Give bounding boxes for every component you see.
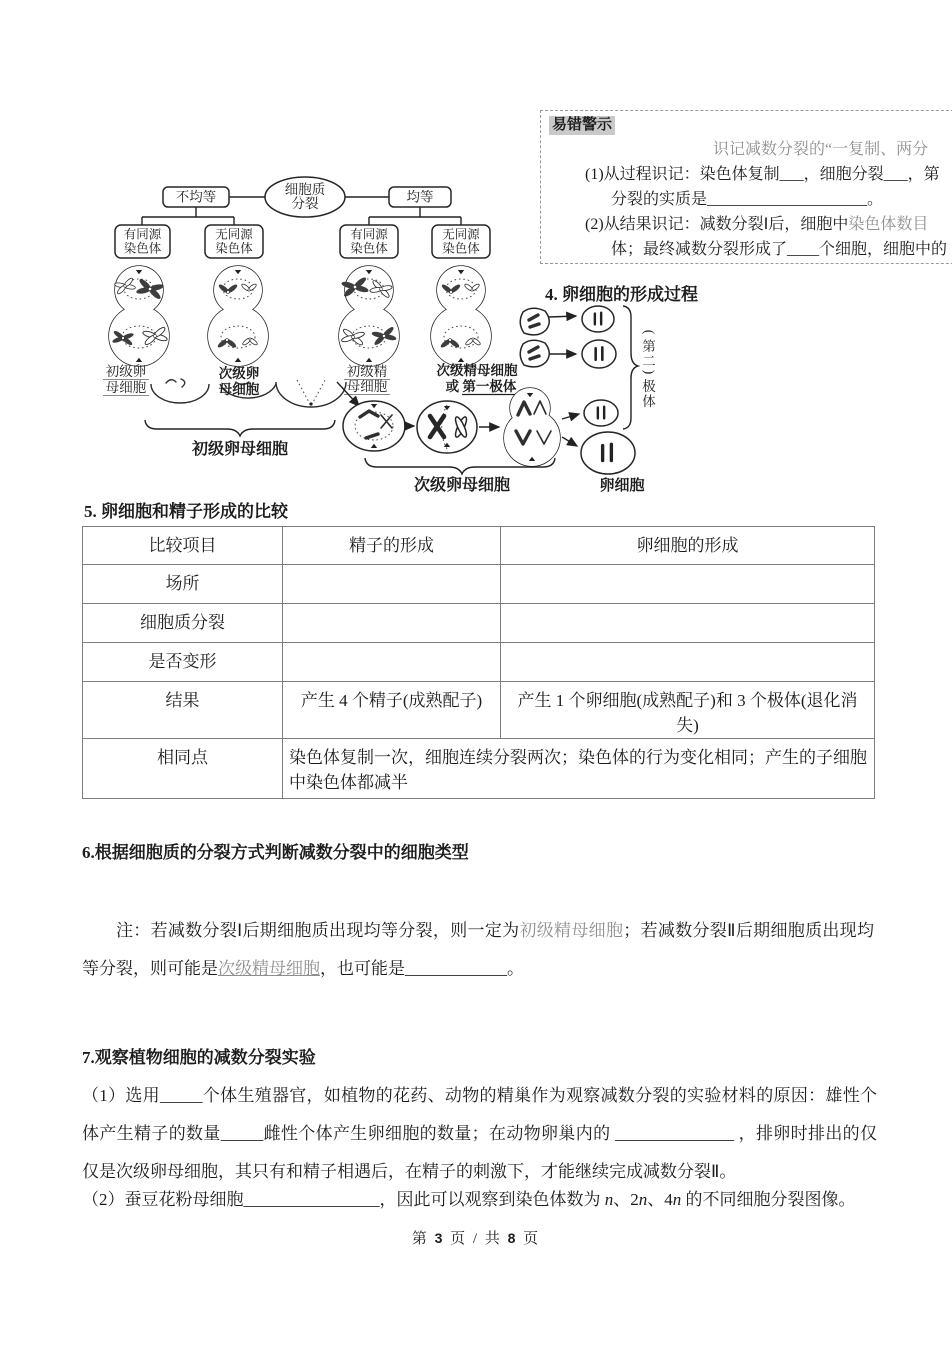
table-header-egg: 卵细胞的形成	[501, 527, 875, 565]
svg-text:染色体: 染色体	[123, 241, 162, 256]
cell-labels	[103, 362, 524, 397]
svg-text:分裂: 分裂	[291, 196, 319, 211]
table-cell-result-sperm: 产生 4 个精子(成熟配子)	[283, 682, 501, 739]
brace-primary-oocyte	[145, 420, 335, 436]
label-primary-spermatocyte: 初级精	[346, 364, 388, 379]
warning-title: 易错警示	[549, 116, 615, 135]
brace1-label: 初级卵母细胞	[191, 441, 289, 458]
section5-title: 5. 卵细胞和精子形成的比较	[84, 502, 288, 521]
box2-label: 无同源	[215, 227, 253, 242]
table-row-label: 是否变形	[83, 643, 283, 682]
svg-text:): )	[642, 369, 657, 375]
table-cell-empty	[501, 565, 875, 604]
highlight-term: 染色体数目	[848, 216, 929, 233]
svg-text:染色体: 染色体	[442, 241, 480, 256]
cytokinesis-tree	[115, 177, 490, 258]
table-row-label: 结果	[83, 682, 283, 739]
box4-label: 无同源	[442, 227, 480, 242]
primary-spermatocyte-cell	[339, 266, 399, 366]
total-page-number: 8	[507, 1230, 518, 1246]
svg-text:母细胞: 母细胞	[218, 382, 260, 397]
first-polar-body-cells	[520, 308, 549, 367]
secondary-spermatocyte-cell	[431, 266, 491, 366]
table-header-sperm: 精子的形成	[283, 527, 501, 565]
table-cell-empty	[501, 604, 875, 643]
svg-text:体: 体	[642, 394, 656, 409]
label-secondary-spermatocyte: 次级精母细胞	[436, 363, 518, 378]
warning-line-4: (2)从结果识记：减数分裂Ⅰ后，细胞中染色体数目	[585, 216, 929, 233]
svg-text:第: 第	[642, 339, 656, 354]
section4-title: 4. 卵细胞的形成过程	[545, 285, 698, 304]
brace-polar-bodies	[623, 306, 638, 429]
box3-label: 有同源	[350, 227, 388, 242]
warning-line-3: 分裂的实质是____________________。	[611, 191, 884, 208]
section7-title: 7.观察植物细胞的减数分裂实验	[82, 1048, 316, 1067]
svg-text:(: (	[642, 329, 657, 335]
label-primary-oocyte: 初级卵	[105, 364, 147, 379]
section7-paragraph-1: （1）选用_____个体生殖器官，如植物的花药、动物的精巢作为观察减数分裂的实验材料的原因：雄性个体产生精子的数量_____雌性个体产生卵细胞的数量；在动物卵巢内的 ______________ ，排卵时排出的仅仅是次级卵母细胞，其只有和精子相遇后，在精子的刺激下，才能继续完成减数分裂Ⅱ。	[82, 1086, 877, 1181]
page-number: 第 3 页 / 共 8 页	[411, 1230, 541, 1247]
table-header-item: 比较项目	[83, 527, 283, 565]
box1-label: 有同源	[123, 227, 162, 242]
term-secondary-spermatocyte: 次级精母细胞	[218, 959, 320, 978]
current-page-number: 3	[434, 1230, 445, 1246]
root-node-label: 细胞质	[284, 182, 326, 197]
table-cell-result-egg: 产生 1 个卵细胞(成熟配子)和 3 个极体(退化消失)	[501, 682, 875, 739]
polar-body-label	[642, 330, 657, 409]
secondary-oocyte-cell	[208, 266, 268, 366]
second-polar-bodies	[582, 306, 618, 426]
svg-text:二: 二	[642, 354, 656, 369]
table-cell-empty	[501, 643, 875, 682]
table-cell-empty	[283, 643, 501, 682]
svg-text:母细胞: 母细胞	[346, 379, 388, 394]
warning-line-1: 识记减数分裂的“一复制、两分	[713, 141, 929, 158]
warning-line-2: (1)从过程识记：染色体复制___，细胞分裂___，第	[585, 166, 940, 183]
section7-paragraph-2: （2）蚕豆花粉母细胞________________，因此可以观察到染色体数为 n、2n、4n 的不同细胞分裂图像。	[82, 1190, 856, 1209]
svg-text:母细胞: 母细胞	[105, 380, 147, 395]
label-secondary-oocyte: 次级卵	[218, 366, 260, 381]
table-cell-common: 染色体复制一次，细胞连续分裂两次；染色体的行为变化相同；产生的子细胞中染色体都减半	[283, 739, 875, 799]
svg-text:染色体: 染色体	[215, 241, 253, 256]
table-row-label: 相同点	[83, 739, 283, 799]
branch-equal-label: 均等	[406, 189, 434, 205]
table-cell-empty	[283, 604, 501, 643]
egg-cell	[581, 432, 635, 474]
svg-text:或 第一极体: 或 第一极体	[445, 379, 517, 394]
branch-unequal-label: 不均等	[175, 189, 217, 205]
warning-line-5: 体；最终减数分裂形成了____个细胞，细胞中的	[611, 241, 948, 258]
primary-oocyte-cell	[109, 266, 169, 366]
svg-text:染色体: 染色体	[350, 241, 388, 256]
section6-title: 6.根据细胞质的分裂方式判断减数分裂中的细胞类型	[82, 843, 469, 862]
meiosis2-prophase-cell	[343, 401, 405, 451]
meiosis2-metaphase-cell	[417, 401, 477, 453]
brace2-label: 次级卵母细胞	[413, 477, 511, 494]
meiosis-diagram	[78, 170, 678, 510]
table-row-label: 场所	[83, 565, 283, 604]
meiosis2-anaphase-cell	[504, 388, 560, 466]
egg-cell-label: 卵细胞	[599, 478, 645, 494]
section6-note: 注：若减数分裂Ⅰ后期细胞质出现均等分裂，则一定为初级精母细胞；若减数分裂Ⅱ后期细胞质出现均等分裂，则可能是次级精母细胞，也可能是____________。	[82, 921, 874, 978]
term-primary-spermatocyte: 初级精母细胞	[519, 921, 624, 940]
comparison-table	[82, 526, 875, 799]
svg-text:极: 极	[642, 379, 656, 394]
table-cell-empty	[283, 565, 501, 604]
table-row-label: 细胞质分裂	[83, 604, 283, 643]
